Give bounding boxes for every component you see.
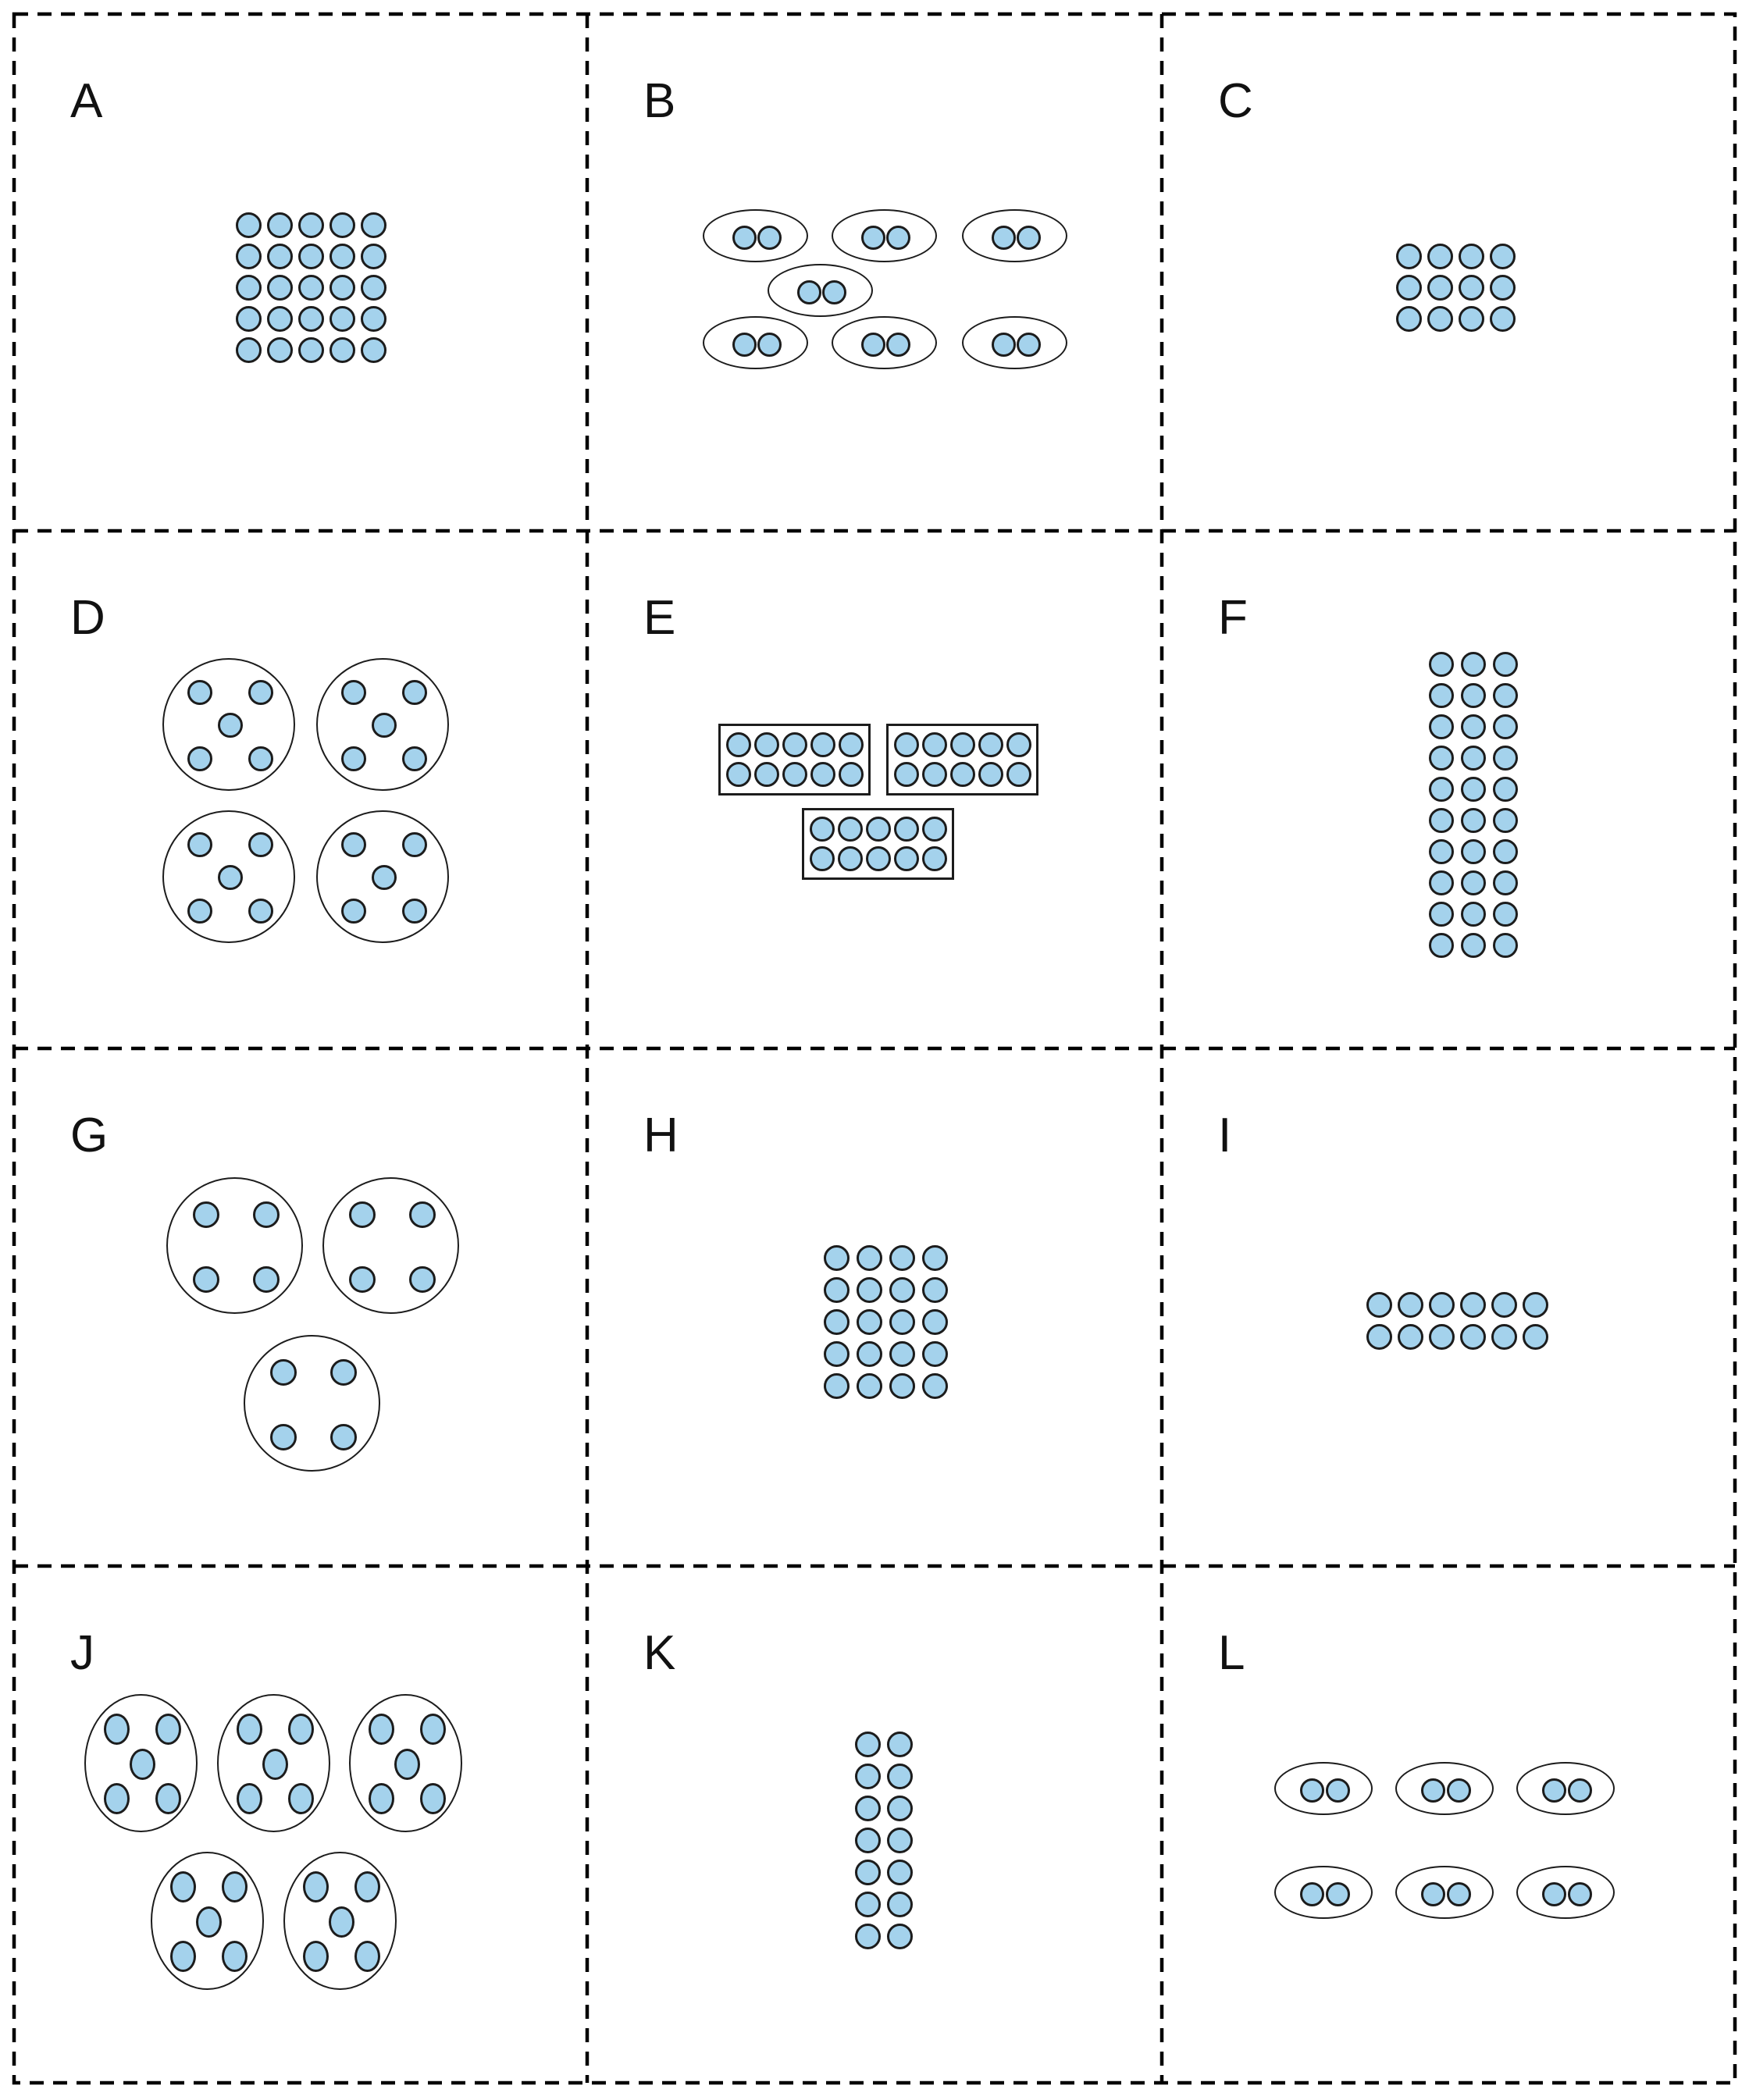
dot — [349, 1266, 376, 1293]
dot — [341, 746, 366, 771]
dot — [298, 244, 324, 269]
dot — [922, 1309, 948, 1335]
dot — [354, 1871, 380, 1902]
dot — [341, 899, 366, 924]
dot — [237, 1714, 262, 1745]
dot — [1017, 333, 1041, 357]
dot — [236, 212, 262, 238]
dot — [329, 1906, 354, 1938]
dot — [922, 817, 947, 842]
dot — [1398, 1292, 1423, 1318]
dot — [218, 713, 243, 738]
dot — [886, 226, 910, 250]
dot — [1461, 746, 1486, 771]
dot — [155, 1714, 181, 1745]
dot — [369, 1714, 394, 1745]
dot — [822, 280, 846, 304]
dot — [341, 832, 366, 857]
dot-group-oval — [768, 264, 873, 317]
dot — [329, 337, 355, 363]
dot — [1461, 808, 1486, 833]
dot — [1300, 1778, 1324, 1803]
card-label: G — [70, 1109, 109, 1162]
dot — [1461, 839, 1486, 864]
dot — [824, 1373, 850, 1399]
dot — [329, 306, 355, 332]
dot — [894, 762, 919, 787]
dot — [922, 732, 947, 757]
dot — [329, 275, 355, 301]
dot — [866, 846, 891, 871]
dot — [1523, 1324, 1548, 1350]
dot — [1006, 732, 1031, 757]
dot — [236, 306, 262, 332]
dot-group-oval — [1395, 1762, 1494, 1815]
dot — [1542, 1882, 1566, 1906]
dot — [372, 865, 397, 890]
dot — [857, 1245, 882, 1271]
dot — [857, 1277, 882, 1303]
dot — [298, 275, 324, 301]
dot — [922, 1341, 948, 1367]
dot — [978, 732, 1003, 757]
dot-group-oval — [217, 1694, 330, 1832]
dot — [187, 899, 212, 924]
dot-group-oval — [832, 209, 937, 262]
dot — [1429, 933, 1454, 958]
dot — [1461, 683, 1486, 708]
dot — [824, 1341, 850, 1367]
dot — [992, 333, 1016, 357]
card-E — [587, 531, 1162, 1048]
dot — [369, 1783, 394, 1814]
dot — [1461, 902, 1486, 927]
dot — [757, 333, 782, 357]
dot — [329, 244, 355, 269]
dot — [1429, 902, 1454, 927]
card-label: B — [643, 74, 676, 128]
dot — [757, 226, 782, 250]
dot-group-oval — [283, 1852, 397, 1990]
dot — [1429, 777, 1454, 802]
dot — [1459, 275, 1484, 301]
dot-group-oval — [316, 810, 449, 943]
dot — [1366, 1292, 1392, 1318]
dot-group-oval — [316, 658, 449, 791]
dot — [1429, 652, 1454, 677]
dot — [298, 212, 324, 238]
dot-group-oval — [162, 658, 295, 791]
card-label: C — [1218, 74, 1253, 128]
card-C — [1162, 14, 1735, 531]
dot — [409, 1266, 436, 1293]
dot — [170, 1941, 196, 1972]
dot — [236, 244, 262, 269]
card-K — [587, 1566, 1162, 2083]
dot — [839, 762, 864, 787]
dot — [1459, 306, 1484, 332]
dot-group-oval — [166, 1177, 303, 1314]
dot — [732, 226, 757, 250]
dot-group-oval — [1516, 1762, 1615, 1815]
dot — [1460, 1292, 1486, 1318]
dot — [1461, 870, 1486, 895]
dot — [402, 832, 427, 857]
dot — [1396, 306, 1422, 332]
dot — [1459, 244, 1484, 269]
dot — [1326, 1882, 1350, 1906]
dot — [361, 337, 386, 363]
dot — [1429, 1292, 1455, 1318]
dot — [330, 1424, 357, 1450]
dot — [267, 306, 293, 332]
dot — [222, 1871, 248, 1902]
dot — [1493, 714, 1518, 739]
dot — [361, 212, 386, 238]
dot — [298, 337, 324, 363]
dot — [887, 1828, 913, 1853]
dot-group-oval — [1516, 1866, 1615, 1919]
dot — [754, 762, 779, 787]
dot — [889, 1245, 915, 1271]
dot — [889, 1373, 915, 1399]
dot — [732, 333, 757, 357]
dot — [1300, 1882, 1324, 1906]
dot-group-oval — [1274, 1762, 1373, 1815]
dot — [922, 1245, 948, 1271]
dot — [1427, 244, 1453, 269]
dot — [922, 1373, 948, 1399]
dot — [1447, 1882, 1471, 1906]
dot-group-oval — [703, 209, 808, 262]
dot — [262, 1749, 288, 1780]
dot — [1490, 306, 1516, 332]
dot — [341, 680, 366, 705]
dot — [1493, 839, 1518, 864]
card-F — [1162, 531, 1735, 1048]
dot-group-oval — [962, 209, 1067, 262]
dot — [253, 1266, 280, 1293]
dot — [1461, 777, 1486, 802]
dot — [810, 762, 835, 787]
card-G — [14, 1048, 587, 1566]
dot — [402, 899, 427, 924]
card-H — [587, 1048, 1162, 1566]
dot-group-oval — [703, 316, 808, 369]
card-label: E — [643, 591, 676, 645]
dot — [1429, 746, 1454, 771]
dot — [409, 1201, 436, 1228]
dot — [1491, 1292, 1517, 1318]
dot — [361, 244, 386, 269]
dot — [372, 713, 397, 738]
dot — [1396, 244, 1422, 269]
dot — [1366, 1324, 1392, 1350]
dot — [104, 1714, 130, 1745]
dot — [894, 846, 919, 871]
dot — [267, 275, 293, 301]
dot — [1461, 933, 1486, 958]
dot — [782, 762, 807, 787]
card-label: F — [1218, 591, 1248, 645]
dot — [855, 1732, 881, 1757]
dot — [922, 762, 947, 787]
dot — [887, 1732, 913, 1757]
dot — [1490, 244, 1516, 269]
dot — [1396, 275, 1422, 301]
dot — [298, 306, 324, 332]
dot — [1429, 870, 1454, 895]
dot — [1542, 1778, 1566, 1803]
dot — [857, 1341, 882, 1367]
dot — [1429, 839, 1454, 864]
card-label: I — [1218, 1109, 1232, 1162]
dot — [1429, 1324, 1455, 1350]
dot — [1421, 1778, 1445, 1803]
card-B — [587, 14, 1162, 531]
dot — [222, 1941, 248, 1972]
dot — [236, 275, 262, 301]
dot — [270, 1359, 297, 1386]
dot — [354, 1941, 380, 1972]
dot — [855, 1796, 881, 1821]
dot — [193, 1266, 219, 1293]
dot — [1017, 226, 1041, 250]
dot — [187, 680, 212, 705]
dot — [855, 1892, 881, 1917]
dot — [978, 762, 1003, 787]
dot — [267, 337, 293, 363]
dot — [248, 832, 273, 857]
dot — [236, 337, 262, 363]
dot-group-oval — [1395, 1866, 1494, 1919]
dot — [866, 817, 891, 842]
dot — [855, 1764, 881, 1789]
dot — [950, 732, 975, 757]
dot — [104, 1783, 130, 1814]
dot — [922, 1277, 948, 1303]
dot — [824, 1309, 850, 1335]
dot — [361, 306, 386, 332]
dot — [1568, 1882, 1592, 1906]
dot — [950, 762, 975, 787]
card-label: J — [70, 1626, 94, 1680]
dot-group-oval — [349, 1694, 462, 1832]
dot — [1461, 714, 1486, 739]
dot — [402, 680, 427, 705]
card-I — [1162, 1048, 1735, 1566]
dot-array — [1429, 652, 1518, 958]
card-A — [14, 14, 587, 531]
dot — [726, 762, 751, 787]
dot — [1493, 933, 1518, 958]
dot — [1523, 1292, 1548, 1318]
dot — [267, 212, 293, 238]
dot — [1490, 275, 1516, 301]
dot — [237, 1783, 262, 1814]
dot-group-oval — [962, 316, 1067, 369]
dot — [1461, 652, 1486, 677]
dot — [330, 1359, 357, 1386]
dot — [855, 1924, 881, 1949]
dot — [394, 1749, 420, 1780]
dot — [782, 732, 807, 757]
dot — [810, 846, 835, 871]
dot — [248, 680, 273, 705]
dot — [887, 1796, 913, 1821]
dot — [857, 1309, 882, 1335]
dot — [824, 1277, 850, 1303]
dot — [1421, 1882, 1445, 1906]
dot — [1493, 870, 1518, 895]
dot — [303, 1941, 329, 1972]
dot-group-oval — [162, 810, 295, 943]
dot — [170, 1871, 196, 1902]
dot — [1398, 1324, 1423, 1350]
dot — [754, 732, 779, 757]
dot — [922, 846, 947, 871]
dot — [248, 746, 273, 771]
dot — [861, 226, 885, 250]
dot — [1427, 275, 1453, 301]
dot — [270, 1424, 297, 1450]
dot — [329, 212, 355, 238]
dot — [1460, 1324, 1486, 1350]
dot — [857, 1373, 882, 1399]
dot — [824, 1245, 850, 1271]
ten-frame — [718, 724, 871, 796]
dot — [402, 746, 427, 771]
dot — [889, 1277, 915, 1303]
dot-group-oval — [1274, 1866, 1373, 1919]
dot — [155, 1783, 181, 1814]
dot — [1491, 1324, 1517, 1350]
dot — [218, 865, 243, 890]
dot — [726, 732, 751, 757]
dot — [839, 732, 864, 757]
dot — [886, 333, 910, 357]
dot-group-oval — [244, 1335, 380, 1472]
dot-array — [824, 1245, 948, 1399]
dot — [894, 732, 919, 757]
dot — [887, 1892, 913, 1917]
dot — [361, 275, 386, 301]
dot — [894, 817, 919, 842]
dot-group-oval — [322, 1177, 459, 1314]
ten-frame — [802, 808, 954, 880]
dot — [887, 1924, 913, 1949]
dot-group-oval — [832, 316, 937, 369]
card-D — [14, 531, 587, 1048]
dot — [810, 817, 835, 842]
dot — [887, 1860, 913, 1885]
dot — [193, 1201, 219, 1228]
dot — [1493, 746, 1518, 771]
card-label: D — [70, 591, 105, 645]
dot — [1429, 683, 1454, 708]
dot — [838, 846, 863, 871]
dot — [889, 1341, 915, 1367]
dot — [992, 226, 1016, 250]
dot — [130, 1749, 155, 1780]
dot-group-oval — [84, 1694, 198, 1832]
dot-group-oval — [151, 1852, 264, 1990]
dot — [1493, 777, 1518, 802]
dot — [1429, 808, 1454, 833]
dot — [288, 1714, 314, 1745]
dot — [187, 832, 212, 857]
dot — [855, 1828, 881, 1853]
dot — [267, 244, 293, 269]
dot-array — [1366, 1292, 1548, 1350]
card-label: L — [1218, 1626, 1245, 1680]
dot — [861, 333, 885, 357]
ten-frame — [886, 724, 1038, 796]
dot — [1493, 902, 1518, 927]
dot — [797, 280, 821, 304]
dot — [288, 1783, 314, 1814]
dot — [349, 1201, 376, 1228]
card-label: K — [643, 1626, 676, 1680]
dot — [420, 1714, 446, 1745]
dot — [187, 746, 212, 771]
dot-array — [1396, 244, 1516, 332]
card-J — [14, 1566, 587, 2083]
dot — [1493, 683, 1518, 708]
dot — [838, 817, 863, 842]
dot — [889, 1309, 915, 1335]
dot — [1429, 714, 1454, 739]
dot — [303, 1871, 329, 1902]
dot — [810, 732, 835, 757]
dot-array — [855, 1732, 913, 1949]
dot — [1006, 762, 1031, 787]
dot — [1493, 808, 1518, 833]
dot — [1568, 1778, 1592, 1803]
dot — [887, 1764, 913, 1789]
dot — [1447, 1778, 1471, 1803]
dot — [855, 1860, 881, 1885]
dot — [420, 1783, 446, 1814]
card-label: H — [643, 1109, 679, 1162]
card-label: A — [70, 74, 103, 128]
dot — [253, 1201, 280, 1228]
dot — [1493, 652, 1518, 677]
card-L — [1162, 1566, 1735, 2083]
dot — [1326, 1778, 1350, 1803]
dot-array — [236, 212, 386, 363]
dot — [196, 1906, 222, 1938]
dot — [248, 899, 273, 924]
dot — [1427, 306, 1453, 332]
